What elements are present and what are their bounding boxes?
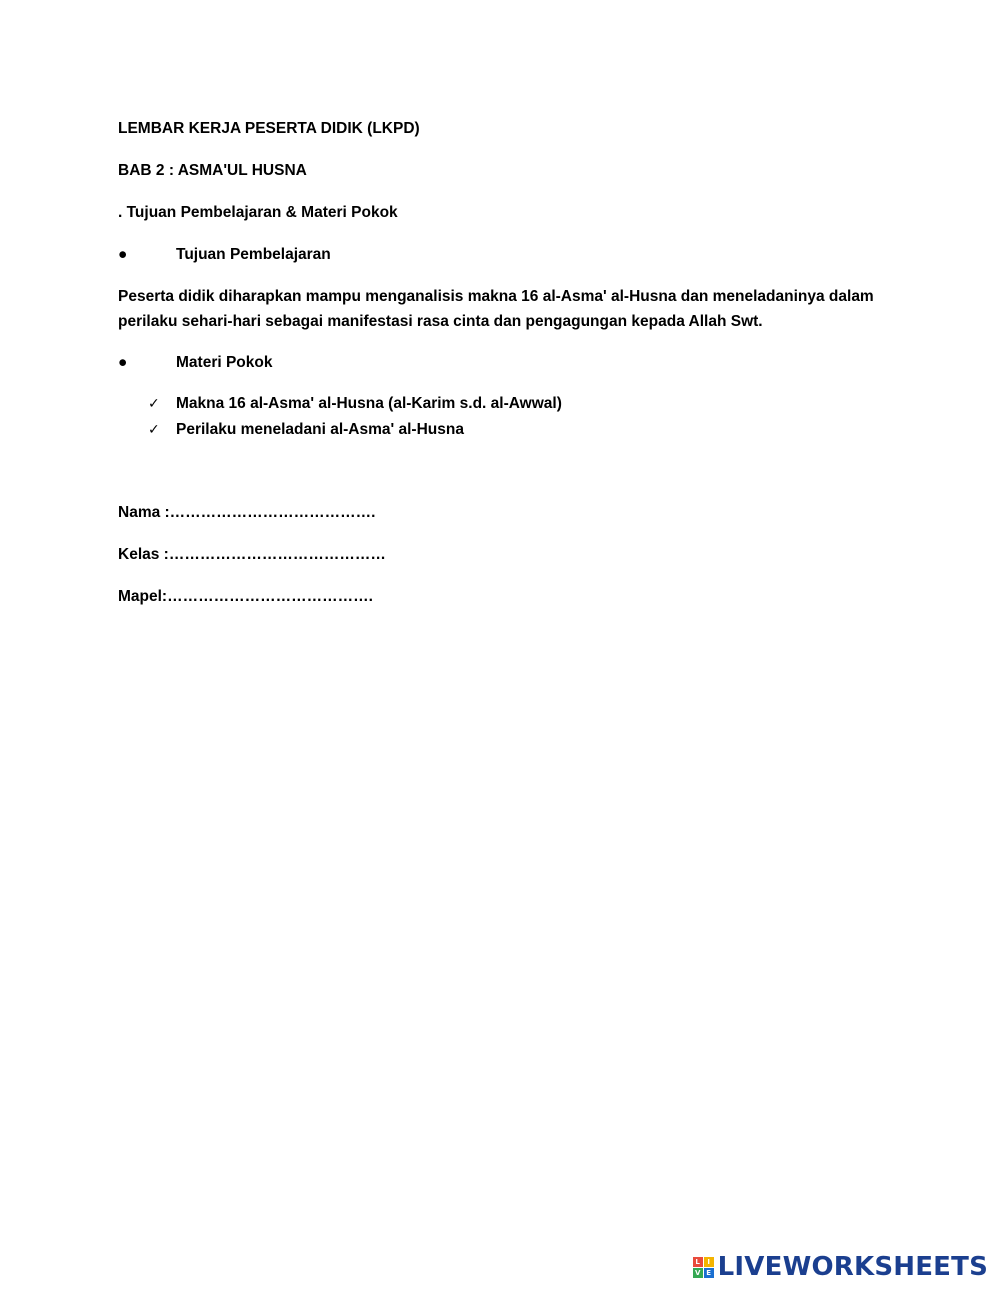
bullet-dot-icon: ● — [118, 354, 128, 371]
logo-letter: V — [693, 1268, 703, 1278]
nama-field: Nama :…………………………………. — [118, 504, 376, 521]
liveworksheets-wordmark: LIVEWORKSHEETS — [717, 1252, 988, 1282]
bullet-tujuan — [118, 245, 331, 265]
bullet-materi-label: Materi Pokok — [176, 354, 273, 371]
kelas-field: Kelas :…………………………………… — [118, 546, 386, 563]
chapter-heading: BAB 2 : ASMA'UL HUSNA — [118, 162, 307, 179]
liveworksheets-logo — [693, 1252, 988, 1282]
liveworksheets-mark-icon — [693, 1257, 714, 1278]
document-title: LEMBAR KERJA PESERTA DIDIK (LKPD) — [118, 120, 420, 137]
mapel-field: Mapel:…………………………………. — [118, 588, 373, 605]
checkmark-icon: ✓ — [148, 396, 160, 412]
material-item — [148, 394, 562, 414]
logo-letter: E — [704, 1268, 714, 1278]
bullet-materi — [118, 353, 272, 373]
section-heading: . Tujuan Pembelajaran & Materi Pokok — [118, 204, 398, 221]
checkmark-icon: ✓ — [148, 422, 160, 438]
bullet-dot-icon: ● — [118, 246, 128, 263]
bullet-tujuan-label: Tujuan Pembelajaran — [176, 246, 331, 263]
logo-letter: L — [693, 1257, 703, 1267]
goal-paragraph: Peserta didik diharapkan mampu menganalisis makna 16 al-Asma' al-Husna dan meneladaninya dalam perilaku sehari-hari sebagai manifestasi rasa cinta dan pengagungan kepada Allah Swt. — [118, 288, 874, 330]
logo-letter: I — [704, 1257, 714, 1267]
material-item-label: Perilaku meneladani al-Asma' al-Husna — [176, 421, 464, 438]
material-item — [148, 420, 464, 440]
material-item-label: Makna 16 al-Asma' al-Husna (al-Karim s.d. al-Awwal) — [176, 395, 562, 412]
